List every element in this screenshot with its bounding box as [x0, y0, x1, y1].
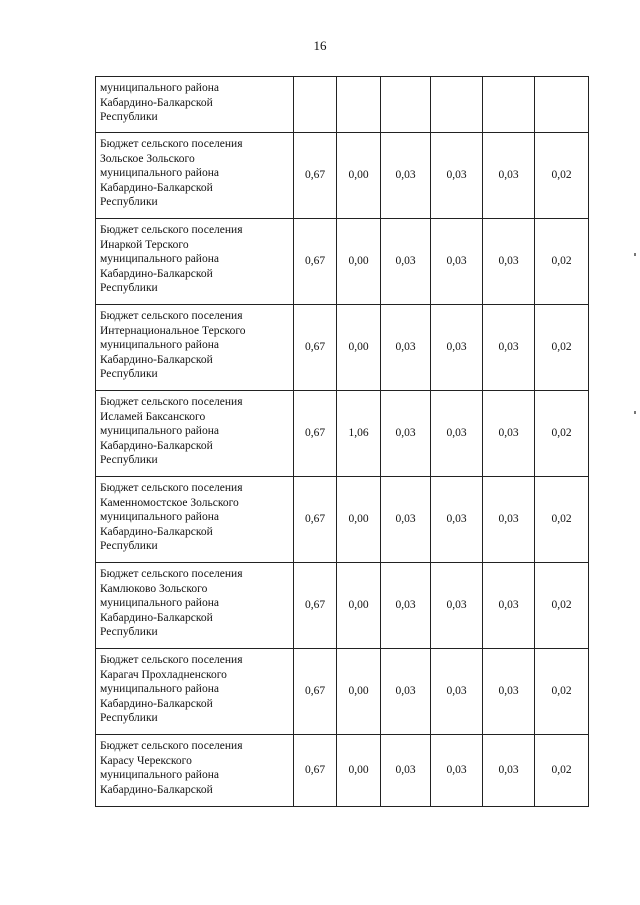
table-row [96, 305, 589, 391]
value-cell [381, 77, 431, 133]
page-number: 16 [313, 38, 327, 53]
value-cell: 0,03 [431, 735, 483, 807]
budget-name-cell: Бюджет сельского поселения Карагач Прохладненского муниципального района Кабардино-Балкарской Республики [96, 649, 294, 735]
value-cell: 0,03 [431, 477, 483, 563]
value-cell: 0,03 [483, 133, 535, 219]
value-cell: 0,03 [483, 391, 535, 477]
value-cell: 0,00 [337, 649, 381, 735]
value-cell: 0,03 [483, 219, 535, 305]
table-row [96, 477, 589, 563]
value-cell: 0,00 [337, 219, 381, 305]
value-cell: 1,06 [337, 391, 381, 477]
table-row [96, 133, 589, 219]
value-cell: 0,67 [294, 563, 337, 649]
value-cell: 0,67 [294, 649, 337, 735]
value-cell: 0,03 [483, 735, 535, 807]
table-row [96, 735, 589, 807]
value-cell: 0,67 [294, 219, 337, 305]
budget-name-cell: Бюджет сельского поселения Исламей Баксанского муниципального района Кабардино-Балкарской Республики [96, 391, 294, 477]
value-cell: 0,00 [337, 563, 381, 649]
value-cell: 0,02 [535, 735, 589, 807]
value-cell: 0,03 [483, 477, 535, 563]
value-cell: 0,02 [535, 649, 589, 735]
value-cell [294, 77, 337, 133]
value-cell: 0,00 [337, 735, 381, 807]
value-cell: 0,03 [381, 133, 431, 219]
value-cell: 0,03 [381, 477, 431, 563]
value-cell: 0,03 [431, 219, 483, 305]
table-body [96, 77, 589, 807]
scan-speck [634, 411, 636, 414]
table-row [96, 563, 589, 649]
value-cell: 0,02 [535, 133, 589, 219]
budget-name-cell: Бюджет сельского поселения Карасу Черекского муниципального района Кабардино-Балкарской [96, 735, 294, 807]
value-cell: 0,02 [535, 391, 589, 477]
value-cell: 0,03 [483, 649, 535, 735]
value-cell: 0,67 [294, 735, 337, 807]
value-cell: 0,67 [294, 305, 337, 391]
value-cell: 0,03 [431, 649, 483, 735]
value-cell: 0,03 [483, 563, 535, 649]
value-cell: 0,03 [431, 563, 483, 649]
value-cell: 0,03 [431, 305, 483, 391]
value-cell [483, 77, 535, 133]
value-cell: 0,03 [431, 391, 483, 477]
value-cell: 0,03 [431, 133, 483, 219]
budget-name-cell: Бюджет сельского поселения Интернациональное Терского муниципального района Кабардино-Балкарской Республики [96, 305, 294, 391]
value-cell: 0,03 [381, 391, 431, 477]
budget-name-cell: Бюджет сельского поселения Инаркой Терского муниципального района Кабардино-Балкарской Республики [96, 219, 294, 305]
value-cell: 0,02 [535, 477, 589, 563]
value-cell: 0,02 [535, 305, 589, 391]
scan-speck [634, 253, 636, 256]
value-cell: 0,03 [381, 649, 431, 735]
budget-name-cell: муниципального района Кабардино-Балкарской Республики [96, 77, 294, 133]
value-cell: 0,67 [294, 133, 337, 219]
value-cell: 0,02 [535, 219, 589, 305]
value-cell [337, 77, 381, 133]
budget-name-cell: Бюджет сельского поселения Зольское Зольского муниципального района Кабардино-Балкарской Республики [96, 133, 294, 219]
value-cell: 0,00 [337, 133, 381, 219]
value-cell: 0,02 [535, 563, 589, 649]
value-cell: 0,03 [381, 735, 431, 807]
budget-name-cell: Бюджет сельского поселения Каменномостское Зольского муниципального района Кабардино-Балкарской Республики [96, 477, 294, 563]
value-cell: 0,00 [337, 305, 381, 391]
value-cell: 0,03 [381, 219, 431, 305]
budget-distribution-table [95, 76, 589, 807]
table-row [96, 391, 589, 477]
value-cell [535, 77, 589, 133]
budget-name-cell: Бюджет сельского поселения Камлюково Зольского муниципального района Кабардино-Балкарской Республики [96, 563, 294, 649]
table-row [96, 219, 589, 305]
value-cell: 0,03 [381, 305, 431, 391]
value-cell: 0,03 [483, 305, 535, 391]
value-cell: 0,67 [294, 477, 337, 563]
table-row [96, 77, 589, 133]
value-cell: 0,03 [381, 563, 431, 649]
value-cell [431, 77, 483, 133]
value-cell: 0,00 [337, 477, 381, 563]
value-cell: 0,67 [294, 391, 337, 477]
table-row [96, 649, 589, 735]
